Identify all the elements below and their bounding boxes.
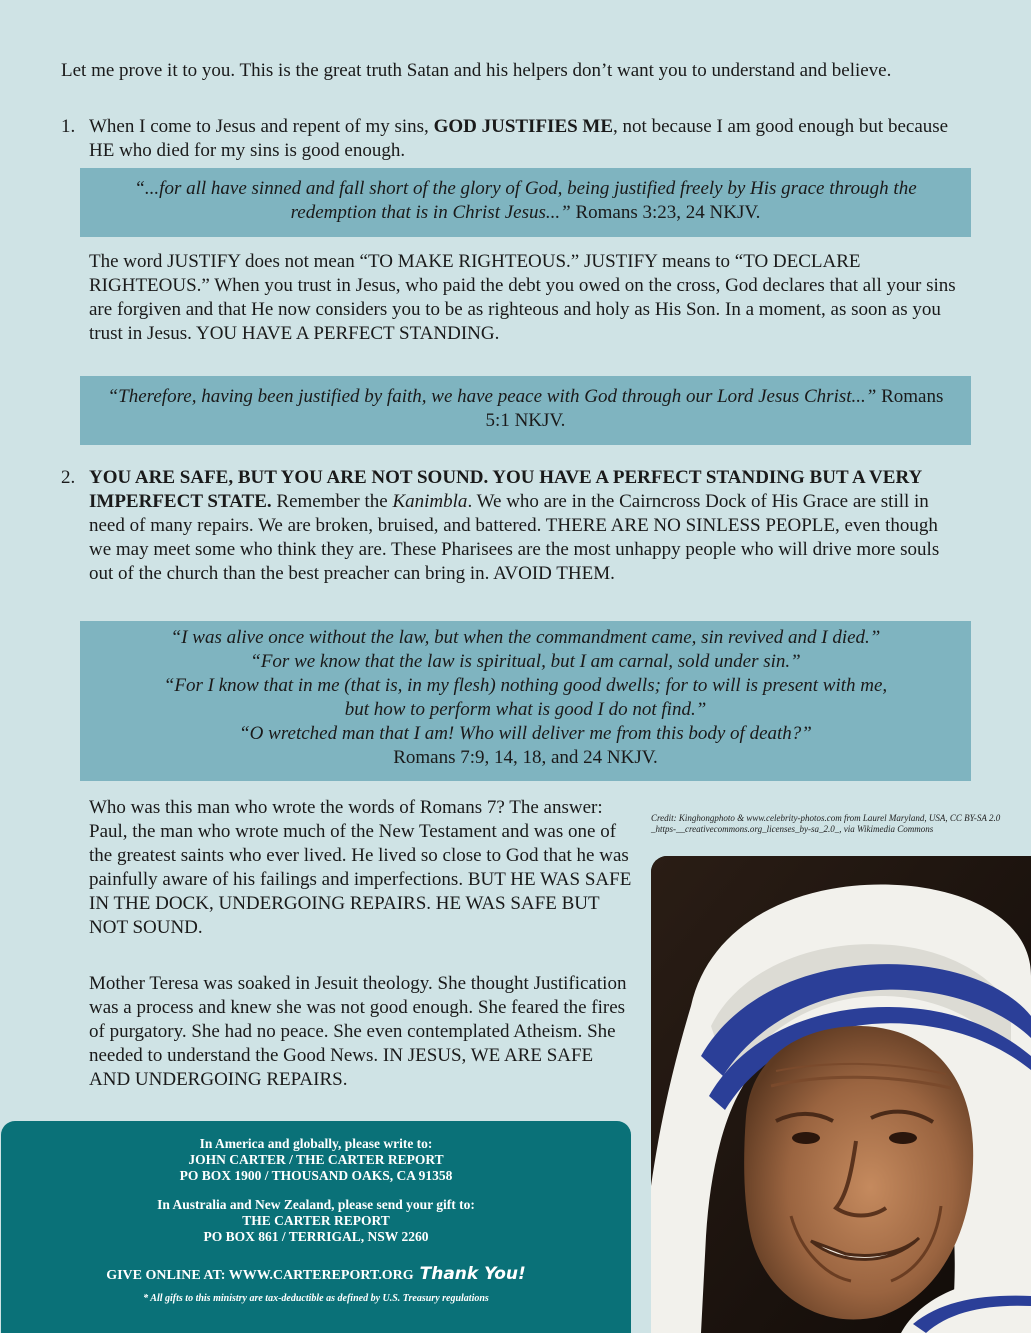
scripture-quote-romans-3 [80, 168, 971, 237]
mother-teresa-paragraph: Mother Teresa was soaked in Jesuit theology. She thought Justification was a process and knew she was not good enough. She feared the fires of purgatory. She had no peace. She even contemplated Atheism. She needed to understand the Good News. IN JESUS, WE ARE SAFE AND UNDERGOING REPAIRS. [89, 973, 627, 1090]
quote-2-text: “Therefore, having been justified by faith, we have peace with God through our Lord Jesus Christ...” [107, 386, 877, 407]
item-2-pre: Remember the [271, 491, 393, 512]
scripture-quote-romans-5 [80, 376, 971, 445]
ship-name: Kanimbla [392, 491, 468, 512]
intro-paragraph: Let me prove it to you. This is the great truth Satan and his helpers don’t want you to understand and believe. [61, 60, 892, 81]
us-address: PO BOX 1900 / THOUSAND OAKS, CA 91358 [179, 1168, 453, 1183]
item-2-paragraph [89, 466, 959, 586]
quote-3-line: “For we know that the law is spiritual, but I am carnal, sold under sin.” [250, 651, 801, 672]
us-address-block [1, 1136, 631, 1184]
give-online-link[interactable]: GIVE ONLINE AT: WWW.CARTEREPORT.ORG [106, 1268, 414, 1283]
item-2-post: . We who are in the Cairncross Dock of His Grace are still in need of many repairs. We are broken, bruised, and battered. THERE ARE NO SINLESS PEOPLE, even though we may meet some who think they are. These Pharisees are the most unhappy people who will drive more souls out of the church than the best preacher can bring in. AVOID THEM. [89, 491, 940, 584]
paul-paragraph: Who was this man who wrote the words of Romans 7? The answer: Paul, the man who wrote much of the New Testament and was one of the greatest saints who ever lived. He lived so close to God that he was painfully aware of his failings and imperfections. BUT HE WAS SAFE IN THE DOCK, UNDERGOING REPAIRS. HE WAS SAFE BUT NOT SOUND. [89, 797, 632, 938]
mother-teresa-photo [651, 856, 1031, 1333]
au-heading: In Australia and New Zealand, please send your gift to: [157, 1197, 475, 1212]
item-1-post: , not because I am good enough but because HE who died for my sins is good enough. [89, 116, 949, 161]
item-1-number: 1. [61, 116, 76, 137]
quote-3-line: “I was alive once without the law, but when the commandment came, sin revived and I died.” [170, 627, 881, 648]
au-address: PO BOX 861 / TERRIGAL, NSW 2260 [203, 1229, 429, 1244]
item-2-bold: YOU ARE SAFE, BUT YOU ARE NOT SOUND. YOU HAVE A PERFECT STANDING BUT A VERY IMPERFECT STATE. [89, 467, 922, 512]
quote-3-line: “For I know that in me (that is, in my flesh) nothing good dwells; for to will is present with me, [163, 675, 888, 696]
au-address-block [1, 1197, 631, 1245]
justify-paragraph: The word JUSTIFY does not mean “TO MAKE RIGHTEOUS.” JUSTIFY means to “TO DECLARE RIGHTEOUS.” When you trust in Jesus, who paid the debt you owed on the cross, God declares that all your sins are forgiven and that He now considers you to be as righteous and holy as His Son. In a moment, as soon as you trust in Jesus. YOU HAVE A PERFECT STANDING. [89, 251, 956, 344]
us-heading: In America and globally, please write to: [199, 1136, 433, 1151]
quote-1-reference: Romans 3:23, 24 NKJV. [570, 202, 761, 223]
quote-2-reference: Romans 5:1 NKJV. [485, 386, 944, 431]
item-2-number: 2. [61, 467, 76, 488]
thank-you-text: Thank You! [419, 1264, 526, 1284]
scripture-quote-romans-7 [80, 621, 971, 781]
quote-3-reference: Romans 7:9, 14, 18, and 24 NKJV. [393, 747, 658, 768]
item-1-paragraph [89, 115, 959, 163]
quote-1-text: “...for all have sinned and fall short of the glory of God, being justified freely by His grace through the redemption that is in Christ Jesus...” [134, 178, 917, 223]
photo-credit: Credit: Kinghongphoto & www.celebrity-photos.com from Laurel Maryland, USA, CC BY-SA 2.0 _https-__creativecommons.org_licenses_by-sa_2.0_, via Wikimedia Commons [651, 813, 1001, 834]
au-name: THE CARTER REPORT [242, 1213, 390, 1228]
item-1-bold: GOD JUSTIFIES ME [433, 116, 614, 137]
us-name: JOHN CARTER / THE CARTER REPORT [188, 1152, 444, 1167]
donation-footer [1, 1121, 631, 1333]
item-1-pre: When I come to Jesus and repent of my sins, [89, 116, 434, 137]
give-online-line [1, 1266, 631, 1284]
quote-3-line: but how to perform what is good I do not find.” [344, 699, 707, 720]
tax-note: * All gifts to this ministry are tax-deductible as defined by U.S. Treasury regulations [143, 1293, 489, 1304]
quote-3-line: “O wretched man that I am! Who will deliver me from this body of death?” [239, 723, 812, 744]
